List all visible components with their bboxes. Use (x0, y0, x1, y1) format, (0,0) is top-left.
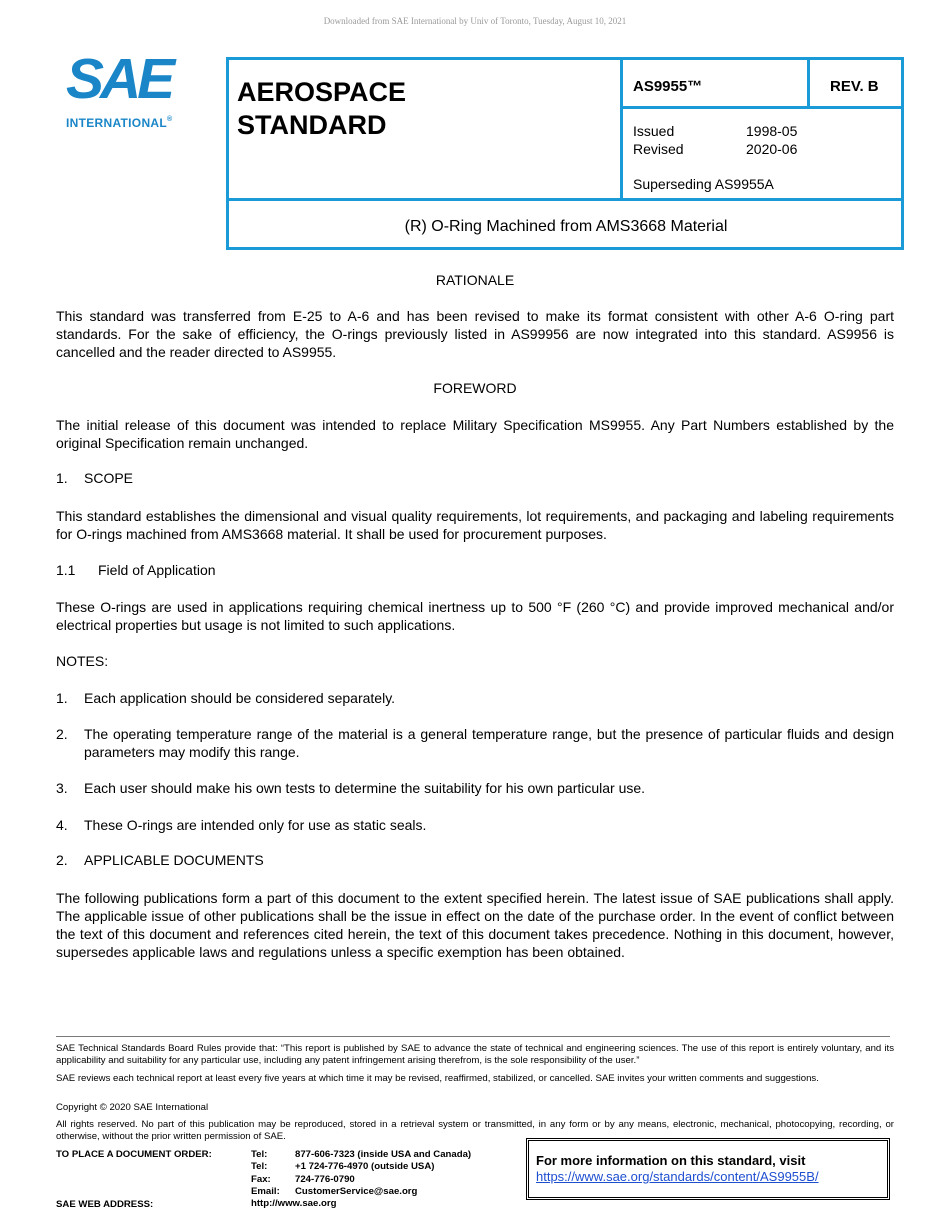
superseding-note: Superseding AS9955A (633, 176, 774, 192)
note-item: 4. These O-rings are intended only for use as static seals. (56, 817, 427, 833)
rationale-heading: RATIONALE (435, 272, 515, 288)
web-address-label: SAE WEB ADDRESS: (56, 1199, 154, 1210)
applicable-text: The following publications form a part of this document to the extent specified herein. The latest issue of SAE publications shall apply. The applicable issue of other publications shall be the issue in effect on the date of the purchase order. In the event of conflict between the text of this document and references cited herein, the text of this document takes precedence. Nothing in this document, however, supersedes applicable laws and regulations unless a specific exemption has been obtained. (56, 890, 894, 960)
fax-number: 724-776-0790 (295, 1173, 355, 1185)
document-type: AEROSPACE STANDARD (237, 77, 407, 140)
rights-text: All rights reserved. No part of this publication may be reproduced, stored in a retrieval system or transmitted, in any form or by any means, electronic, mechanical, photocopying, recording, or otherwise, without the prior written permission of SAE. (56, 1119, 894, 1142)
standard-link[interactable]: https://www.sae.org/standards/content/AS9955B/ (536, 1169, 819, 1184)
scope-text: This standard establishes the dimensional and visual quality requirements, lot requirements, and packaging and labeling requirements for O-rings machined from AMS3668 material. It shall be used for procurement purposes. (56, 508, 894, 542)
email-link[interactable]: CustomerService@sae.org (295, 1185, 418, 1197)
logo-subtitle: INTERNATIONAL® (66, 116, 173, 130)
logo-letters: SAE (66, 47, 172, 111)
revision-label: REV. B (830, 78, 879, 95)
board-rules-text: SAE Technical Standards Board Rules provide that: “This report is published by SAE to advance the state of technical and engineering sciences. The use of this report is entirely voluntary, and its applicability and suitability for any particular use, including any patent infringement arising therefrom, is the sole responsibility of the user.” (56, 1043, 894, 1066)
web-address-link[interactable]: http://www.sae.org (251, 1198, 337, 1210)
header-divider (226, 198, 904, 201)
notes-heading: NOTES: (56, 653, 109, 669)
rationale-text: This standard was transferred from E-25 to A-6 and has been revised to make its format consistent with other A-6 O-ring part standards. For the sake of efficiency, the O-rings previously listed in AS99956 are now integrated into this standard. AS9956 is cancelled and the reader directed to AS9955. (56, 308, 894, 360)
review-text: SAE reviews each technical report at least every five years at which time it may be revised, reaffirmed, stabilized, or cancelled. SAE invites your written comments and suggestions. (56, 1073, 819, 1084)
download-note: Downloaded from SAE International by Univ of Toronto, Tuesday, August 10, 2021 (323, 16, 627, 26)
order-contacts: Tel: 877-606-7323 (inside USA and Canada) Tel: +1 724-776-4970 (outside USA) Fax: 724-776-0790 Email: CustomerService@sae.org http://www.sae.org (251, 1149, 472, 1210)
document-title: (R) O-Ring Machined from AMS3668 Material (404, 218, 728, 235)
field-text: These O-rings are used in applications requiring chemical inertness up to 500 °F (260 °C) and provide improved mechanical and/or electrical properties but usage is not limited to such applications. (56, 599, 894, 633)
issue-dates: Issued 1998-05 Revised 2020-06 (633, 123, 798, 157)
note-item: 2. The operating temperature range of the material is a general temperature range, but the presence of particular fluids and design parameters may modify this range. (56, 726, 894, 760)
note-item: 3. Each user should make his own tests to determine the suitability for his own particular use. (56, 780, 646, 796)
section-scope-heading: 1. SCOPE (56, 470, 134, 486)
header-divider (620, 57, 623, 201)
foreword-text: The initial release of this document was intended to replace Military Specification MS9955. Any Part Numbers established by the original Specification remain unchanged. (56, 417, 894, 451)
info-box (526, 1138, 890, 1200)
sae-logo (66, 47, 191, 134)
phone-number: +1 724-776-4970 (outside USA) (295, 1161, 435, 1173)
order-label: TO PLACE A DOCUMENT ORDER: (56, 1149, 212, 1160)
header-divider (807, 57, 810, 108)
foreword-heading: FOREWORD (433, 380, 517, 396)
section-field-heading: 1.1 Field of Application (56, 562, 216, 578)
header-divider (620, 106, 904, 109)
footer-divider (56, 1036, 890, 1037)
copyright-text: Copyright © 2020 SAE International (56, 1102, 209, 1113)
document-number: AS9955™ (633, 78, 703, 95)
phone-number: 877-606-7323 (inside USA and Canada) (295, 1149, 472, 1160)
note-item: 1. Each application should be considered separately. (56, 690, 396, 706)
info-lead: For more information on this standard, visit (536, 1153, 806, 1168)
section-applicable-heading: 2. APPLICABLE DOCUMENTS (56, 852, 264, 868)
